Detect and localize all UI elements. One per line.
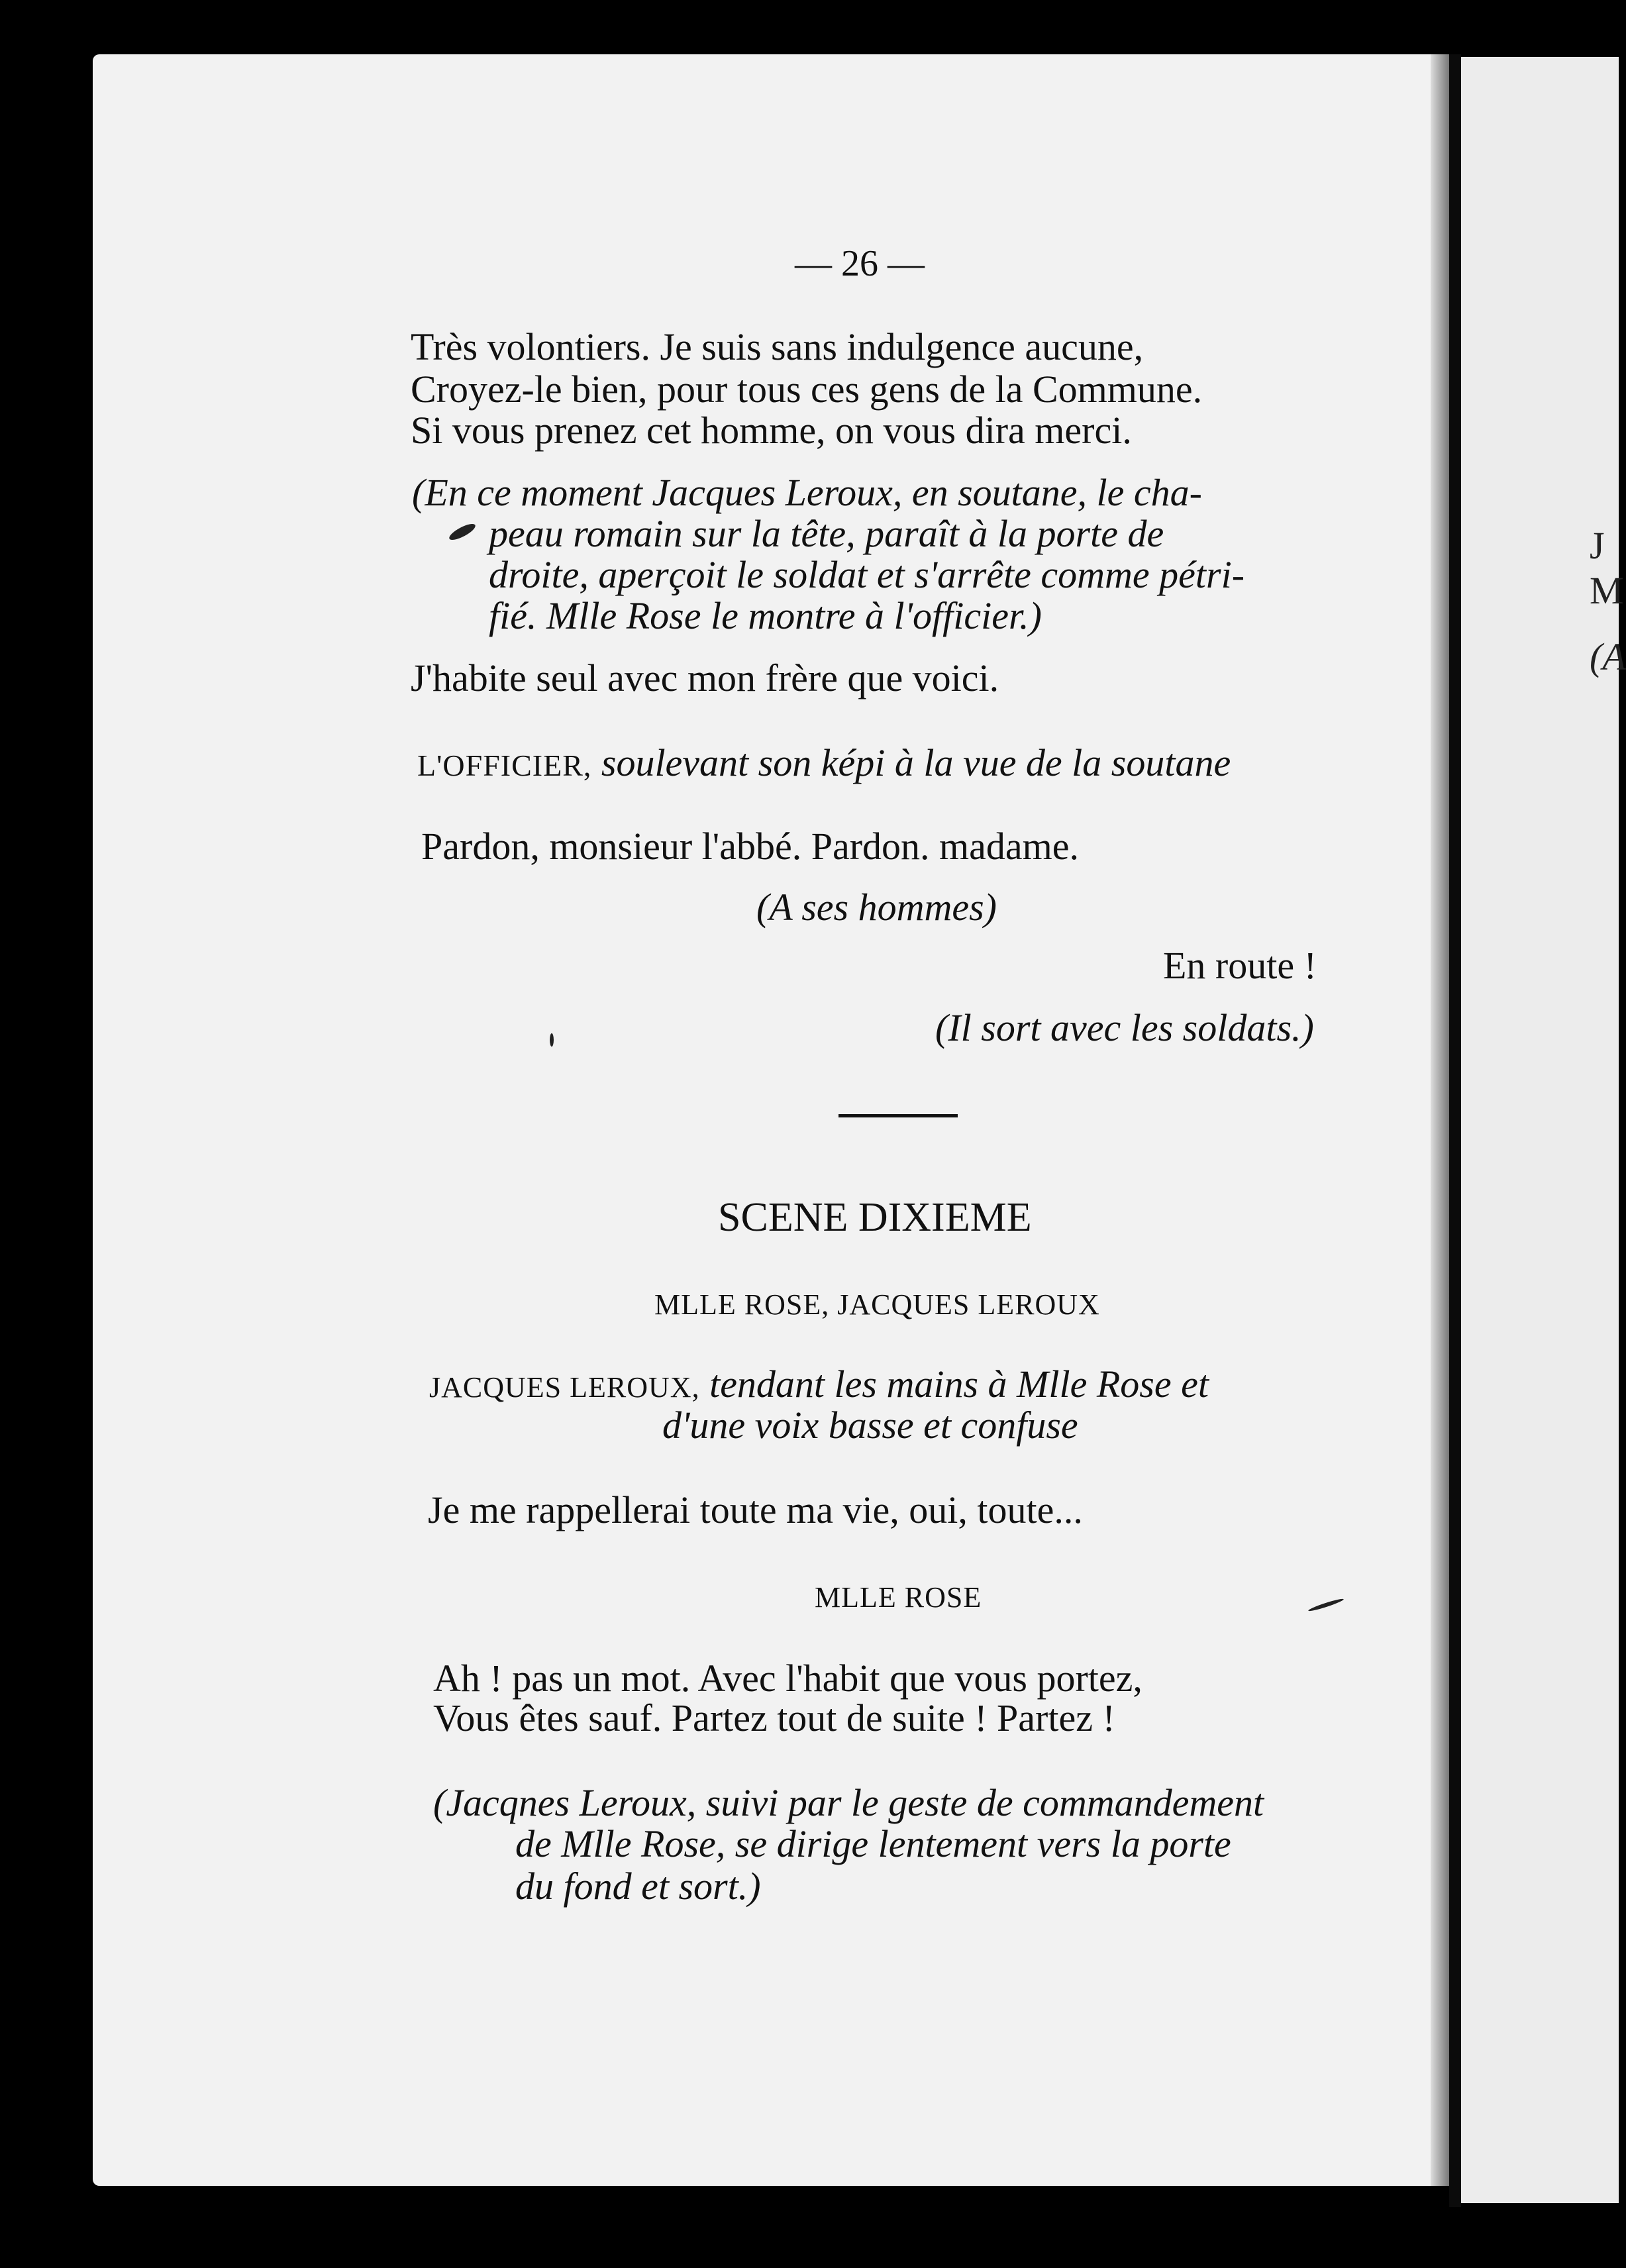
stage-direction-line: fié. Mlle Rose le montre à l'officier.) (489, 594, 1042, 637)
book-gutter (1449, 54, 1461, 2207)
verse-line: Si vous prenez cet homme, on vous dira merci. (411, 409, 1132, 452)
stage-direction-line: droite, aperçoit le soldat et s'arrête comme pétri- (489, 553, 1245, 596)
page-shadow-right (1431, 54, 1449, 2186)
speaker-direction: d'une voix basse et confuse (662, 1404, 1078, 1447)
speaker-name: JACQUES LEROUX, (429, 1371, 700, 1404)
verse-line: Vous êtes sauf. Partez tout de suite ! Partez ! (433, 1696, 1115, 1739)
speaker-heading (417, 742, 1231, 787)
stage-direction-line: peau romain sur la tête, paraît à la porte de (489, 512, 1164, 555)
stage-direction-line: (Jacqnes Leroux, suivi par le geste de commandement (433, 1781, 1264, 1824)
verse-line: Ah ! pas un mot. Avec l'habit que vous portez, (433, 1657, 1143, 1700)
adjacent-page-fragment: (A (1590, 635, 1626, 678)
verse-line: Je me rappellerai toute ma vie, oui, toute... (428, 1488, 1083, 1531)
character-list: MLLE ROSE, JACQUES LEROUX (654, 1288, 1100, 1321)
adjacent-page-fragment: M (1590, 569, 1624, 612)
ink-mark (550, 1033, 554, 1047)
speaker-direction: tendant les mains à Mlle Rose et (709, 1363, 1209, 1406)
stage-direction-line: (Il sort avec les soldats.) (935, 1006, 1314, 1049)
verse-line: En route ! (1163, 944, 1317, 987)
stage-direction-line: de Mlle Rose, se dirige lentement vers la porte (515, 1822, 1231, 1865)
page-number: — 26 — (795, 243, 925, 284)
stage-direction-line: du fond et sort.) (515, 1865, 761, 1908)
adjacent-page (1461, 57, 1619, 2203)
stage-direction-line: (En ce moment Jacques Leroux, en soutane, le cha- (412, 471, 1202, 514)
scene-title: SCENE DIXIEME (718, 1195, 1032, 1240)
verse-line: Très volontiers. Je suis sans indulgence aucune, (411, 325, 1144, 368)
adjacent-page-fragment: J (1590, 524, 1605, 567)
speaker-name: MLLE ROSE (815, 1581, 982, 1614)
verse-line: J'habite seul avec mon frère que voici. (411, 656, 999, 699)
speaker-direction: soulevant son képi à la vue de la soutane (601, 741, 1231, 784)
verse-line: Pardon, monsieur l'abbé. Pardon. madame. (421, 825, 1079, 868)
stage-direction-line: (A ses hommes) (756, 886, 997, 929)
speaker-name: L'OFFICIER, (417, 748, 592, 782)
scene-divider (838, 1114, 958, 1117)
verse-line: Croyez-le bien, pour tous ces gens de la Commune. (411, 368, 1203, 411)
speaker-heading (429, 1363, 1209, 1409)
